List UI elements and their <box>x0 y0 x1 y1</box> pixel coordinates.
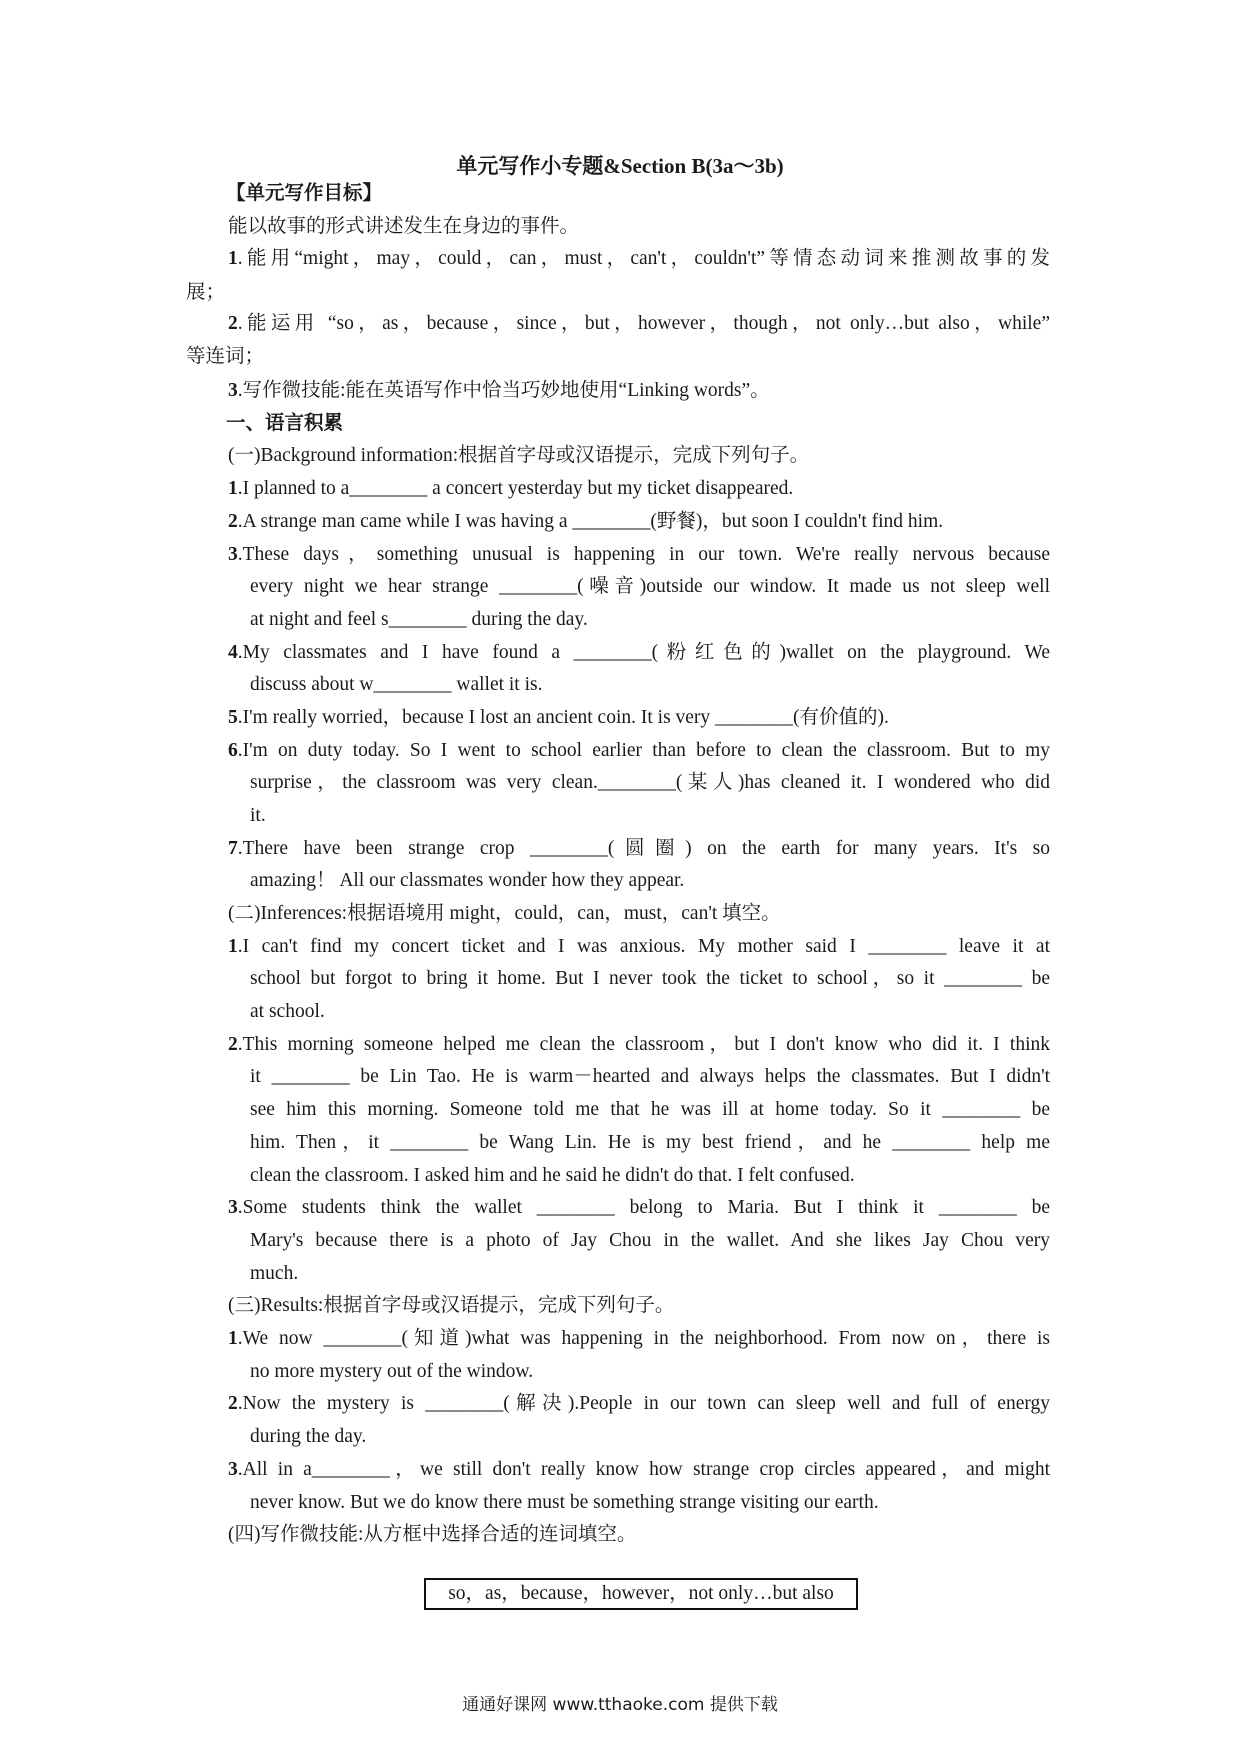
p1-item-3-line2: every night we hear strange ________(噪音)outside our window. It made us not sleep well <box>250 576 1050 597</box>
goal-item-2: 2.能运用 “so，as，because，since，but，however，though，not only…but also，while” <box>228 313 1050 334</box>
p2-item-1-line3: at school. <box>250 1001 325 1022</box>
p1-item-4: 4.My classmates and I have found a ________(粉红色的)wallet on the playground. We <box>228 642 1050 663</box>
p3-item-3: 3.All in a________，we still don't really know how strange crop circles appeared，and might <box>228 1459 1050 1480</box>
section-heading: 一、语言积累 <box>226 413 344 434</box>
p3-item-3-line2: never know. But we do know there must be something strange visiting our earth. <box>250 1492 879 1513</box>
goal-item-1: 1.能用“might，may，could，can，must，can't，couldn't”等情态动词来推测故事的发 <box>228 248 1050 269</box>
p1-item-7-line2: amazing！ All our classmates wonder how they appear. <box>250 870 685 891</box>
p2-item-1: 1.I can't find my concert ticket and I was anxious. My mother said I ________ leave it at <box>228 936 1050 957</box>
p3-item-1: 1.We now ________(知道)what was happening in the neighborhood. From now on，there is <box>228 1328 1050 1349</box>
part3-heading: (三)Results:根据首字母或汉语提示，完成下列句子。 <box>228 1295 675 1316</box>
p3-item-1-line2: no more mystery out of the window. <box>250 1361 534 1382</box>
p2-item-2-line5: clean the classroom. I asked him and he said he didn't do that. I felt confused. <box>250 1165 855 1186</box>
p1-item-3-line3: at night and feel s________ during the day. <box>250 609 588 630</box>
p2-item-3-line3: much. <box>250 1263 299 1284</box>
goal-item-3: 3.写作微技能:能在英语写作中恰当巧妙地使用“Linking words”。 <box>228 380 770 401</box>
part2-heading: (二)Inferences:根据语境用 might，could，can，must，can't 填空。 <box>228 903 781 924</box>
page-title: 单元写作小专题&Section B(3a～3b) <box>456 154 784 178</box>
p2-item-3-line2: Mary's because there is a photo of Jay Chou in the wallet. And she likes Jay Chou very <box>250 1230 1050 1251</box>
p2-item-2-line2: it ________ be Lin Tao. He is warm－hearted and always helps the classmates. But I didn't <box>250 1066 1050 1087</box>
footer-credit: 通通好课网 www.tthaoke.com 提供下载 <box>462 1695 778 1715</box>
p1-item-6-line3: it. <box>250 805 266 826</box>
part4-heading: (四)写作微技能:从方框中选择合适的连词填空。 <box>228 1524 637 1545</box>
word-box: so，as，because，however，not only…but also <box>424 1578 858 1610</box>
p1-item-7: 7.There have been strange crop ________(圆圈) on the earth for many years. It's so <box>228 838 1050 859</box>
p2-item-2: 2.This morning someone helped me clean the classroom，but I don't know who did it. I think <box>228 1034 1050 1055</box>
p2-item-2-line4: him. Then，it ________ be Wang Lin. He is my best friend，and he ________ help me <box>250 1132 1050 1153</box>
goal-item-1-cont: 展； <box>186 282 226 303</box>
p3-item-2: 2.Now the mystery is ________(解决).People in our town can sleep well and full of energy <box>228 1393 1050 1414</box>
p1-item-6-line2: surprise，the classroom was very clean.________(某人)has cleaned it. I wondered who did <box>250 772 1050 793</box>
goal-item-2-cont: 等连词； <box>186 346 265 367</box>
p1-item-2: 2.A strange man came while I was having a ________(野餐)，but soon I couldn't find him. <box>228 511 944 532</box>
p1-item-6: 6.I'm on duty today. So I went to school earlier than before to clean the classroom. But to my <box>228 740 1050 761</box>
p1-item-5: 5.I'm really worried，because I lost an ancient coin. It is very ________(有价值的). <box>228 707 889 728</box>
part1-heading: (一)Background information:根据首字母或汉语提示，完成下列句子。 <box>228 445 810 466</box>
p2-item-1-line2: school but forgot to bring it home. But I never took the ticket to school，so it ________ be <box>250 968 1050 989</box>
p2-item-2-line3: see him this morning. Someone told me that he was ill at home today. So it ________ be <box>250 1099 1050 1120</box>
p3-item-2-line2: during the day. <box>250 1426 367 1447</box>
p1-item-3: 3.These days，something unusual is happening in our town. We're really nervous because <box>228 544 1050 565</box>
goal-heading: 【单元写作目标】 <box>226 183 383 204</box>
goal-intro: 能以故事的形式讲述发生在身边的事件。 <box>228 216 580 237</box>
p1-item-4-line2: discuss about w________ wallet it is. <box>250 674 543 695</box>
p2-item-3: 3.Some students think the wallet ________ belong to Maria. But I think it ________ be <box>228 1197 1050 1218</box>
p1-item-1: 1.I planned to a________ a concert yesterday but my ticket disappeared. <box>228 478 794 499</box>
